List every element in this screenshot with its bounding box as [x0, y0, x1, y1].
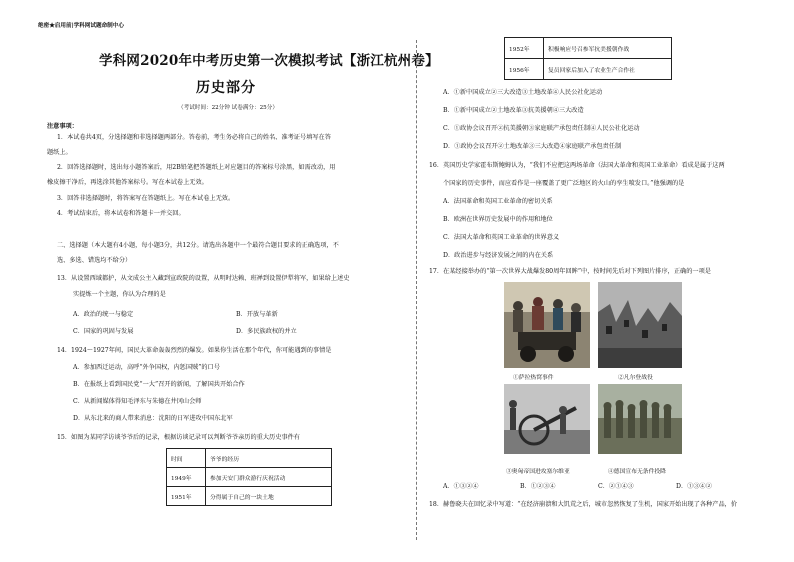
option-a: A．法国革命和英国工业革命的密切关系 — [443, 198, 553, 205]
table-header: 爷爷的经历 — [206, 449, 332, 468]
option-d: D．①政协会议召开②土地改革③三大改造④家庭联产承包责任制 — [443, 143, 622, 150]
option-c: C．法国大革命和英国工业革命的世界意义 — [443, 234, 560, 241]
column-divider — [416, 40, 417, 540]
table-cell: 1951年 — [167, 487, 206, 506]
photo-artillery — [504, 384, 590, 454]
page-title: 学科网2020年中考历史第一次模拟考试【浙江杭州卷】 — [99, 53, 439, 69]
option-b: B．①新中国成立②土地改革③抗美援朝④三大改造 — [443, 107, 584, 114]
table-row — [505, 38, 672, 59]
exam-info: （考试时间：22分钟 试卷满分：25分） — [178, 105, 278, 111]
photo-caption: ③奥匈帝国进攻塞尔维亚 — [506, 469, 570, 475]
question-15-stem: 15．如图为某同学访谈爷爷后的记录，根据访谈记录可以判断爷爷亲历的重大历史事件有 — [57, 434, 300, 441]
question-18-stem: 18．赫鲁晓夫在回忆录中写道：“在经济崩溃和大饥荒之后，城市忽然恢复了生机，国家开始出现了各种产品，价 — [429, 501, 738, 508]
notes-heading: 注意事项： — [47, 123, 78, 130]
table-row — [167, 487, 332, 506]
option-c: C．②①④③ — [598, 483, 634, 490]
option-b: B．开放与革新 — [236, 311, 278, 318]
option-d: D．政治进步与经济发展之间的内在关系 — [443, 252, 554, 259]
table-cell: 1952年 — [505, 38, 544, 59]
table-cell: 参加天安门群众游行庆祝活动 — [206, 468, 332, 487]
option-d: D．多民族政权的并立 — [236, 328, 297, 335]
table-header: 时间 — [167, 449, 206, 468]
notes-line: 3．回答非选择题时，将答案写在答题纸上。写在本试卷上无效。 — [57, 195, 235, 202]
option-c: C．从新闻媒体得知毛泽东与朱德在井冈山会师 — [73, 398, 202, 405]
notes-line: 橡皮擦干净后，再选涂其他答案标号。写在本试卷上无效。 — [47, 179, 208, 186]
option-c: C．①政协会议召开②抗美援朝③家庭联产承包责任制④人民公社化运动 — [443, 125, 640, 132]
interview-table — [166, 448, 332, 506]
table-row — [505, 59, 672, 80]
option-a: A．参加西迁运动，高呼“外争国权，内惩国贼”的口号 — [73, 364, 220, 371]
question-17-stem: 17．在某经接举办的“第一次世界大战爆发80周年回眸”中，按时间先后对下列图片排序，正确的一项是 — [429, 268, 711, 275]
interview-table-continued — [504, 37, 672, 80]
notes-line: 题纸上。 — [47, 149, 72, 156]
table-row — [167, 468, 332, 487]
option-d: D．从东北来的商人带来消息：沈阳的日军进攻中国东北军 — [73, 415, 233, 422]
table-cell: 1956年 — [505, 59, 544, 80]
section-title: 历史部分 — [196, 80, 256, 96]
option-b: B．在报纸上看到国民党“一大”召开的新闻，了解国共开始合作 — [73, 381, 245, 388]
option-d: D．①③④② — [676, 483, 712, 490]
option-b: B．①②③④ — [520, 483, 556, 490]
option-a: A．①新中国成立②三大改造③土地改革④人民公社化运动 — [443, 89, 603, 96]
question-13-stem: 实提炼一个主题，你认为合理的是 — [73, 291, 166, 298]
photo-caption: ①萨拉热窝事件 — [513, 375, 554, 381]
section-heading: 选、多选、错选均不给分） — [57, 257, 132, 264]
table-cell: 积极响应号召参军抗美援朝作战 — [544, 38, 672, 59]
photo-sarajevo — [504, 282, 590, 368]
question-13-stem: 13．从设置西域都护，从文成公主入藏到宣政院的设置，从明时达赖、班禅到设置伊犁将军，如果给上述史 — [57, 275, 350, 282]
table-row — [167, 449, 332, 468]
table-cell: 分得属于自己的一块土地 — [206, 487, 332, 506]
option-a: A．①③②④ — [443, 483, 479, 490]
table-cell: 1949年 — [167, 468, 206, 487]
notes-line: 2．回答选择题时，选出每小题答案后，用2B铅笔把答题纸上对应题目的答案标号涂黑，如需改动，用 — [57, 164, 336, 171]
question-14-stem: 14．1924～1927年间，国民大革命轰轰烈烈的爆发。如果你生活在那个年代，你可能遇到的事情是 — [57, 347, 332, 354]
photo-caption: ②凡尔登战役 — [618, 375, 653, 381]
photo-caption: ④德国宣布无条件投降 — [608, 469, 666, 475]
notes-line: 1．本试卷共4页，分选择题和非选择题两部分。答卷前，考生务必将自己的姓名、准考证号填写在答 — [57, 134, 331, 141]
question-16-stem: 16．英国历史学家霍布斯鲍姆认为，“我们不应把这两场革命（法国大革命和英国工业革命）看成是属于这两 — [429, 162, 725, 169]
table-cell: 复员回家后加入了农业生产合作社 — [544, 59, 672, 80]
photo-surrender — [598, 384, 682, 454]
header-note: 绝密★启用前|学科网试题命制中心 — [38, 23, 124, 29]
notes-line: 4．考试结束后，将本试卷和答题卡一并交回。 — [57, 210, 185, 217]
option-b: B．欧洲在世界历史发展中的作用和地位 — [443, 216, 553, 223]
option-c: C．国家的巩固与发展 — [73, 328, 134, 335]
photo-verdun — [598, 282, 682, 368]
section-heading: 二、选择题（本大题有4小题，每小题3分，共12分。请选出各题中一个最符合题目要求的正确选项，不 — [57, 242, 339, 249]
question-16-stem: 个国家的历史事件，而应看作是一座覆盖了更广泛地区的火山的孪生喷发口。”他强调的是 — [443, 180, 685, 187]
option-a: A．政治的统一与稳定 — [73, 311, 134, 318]
